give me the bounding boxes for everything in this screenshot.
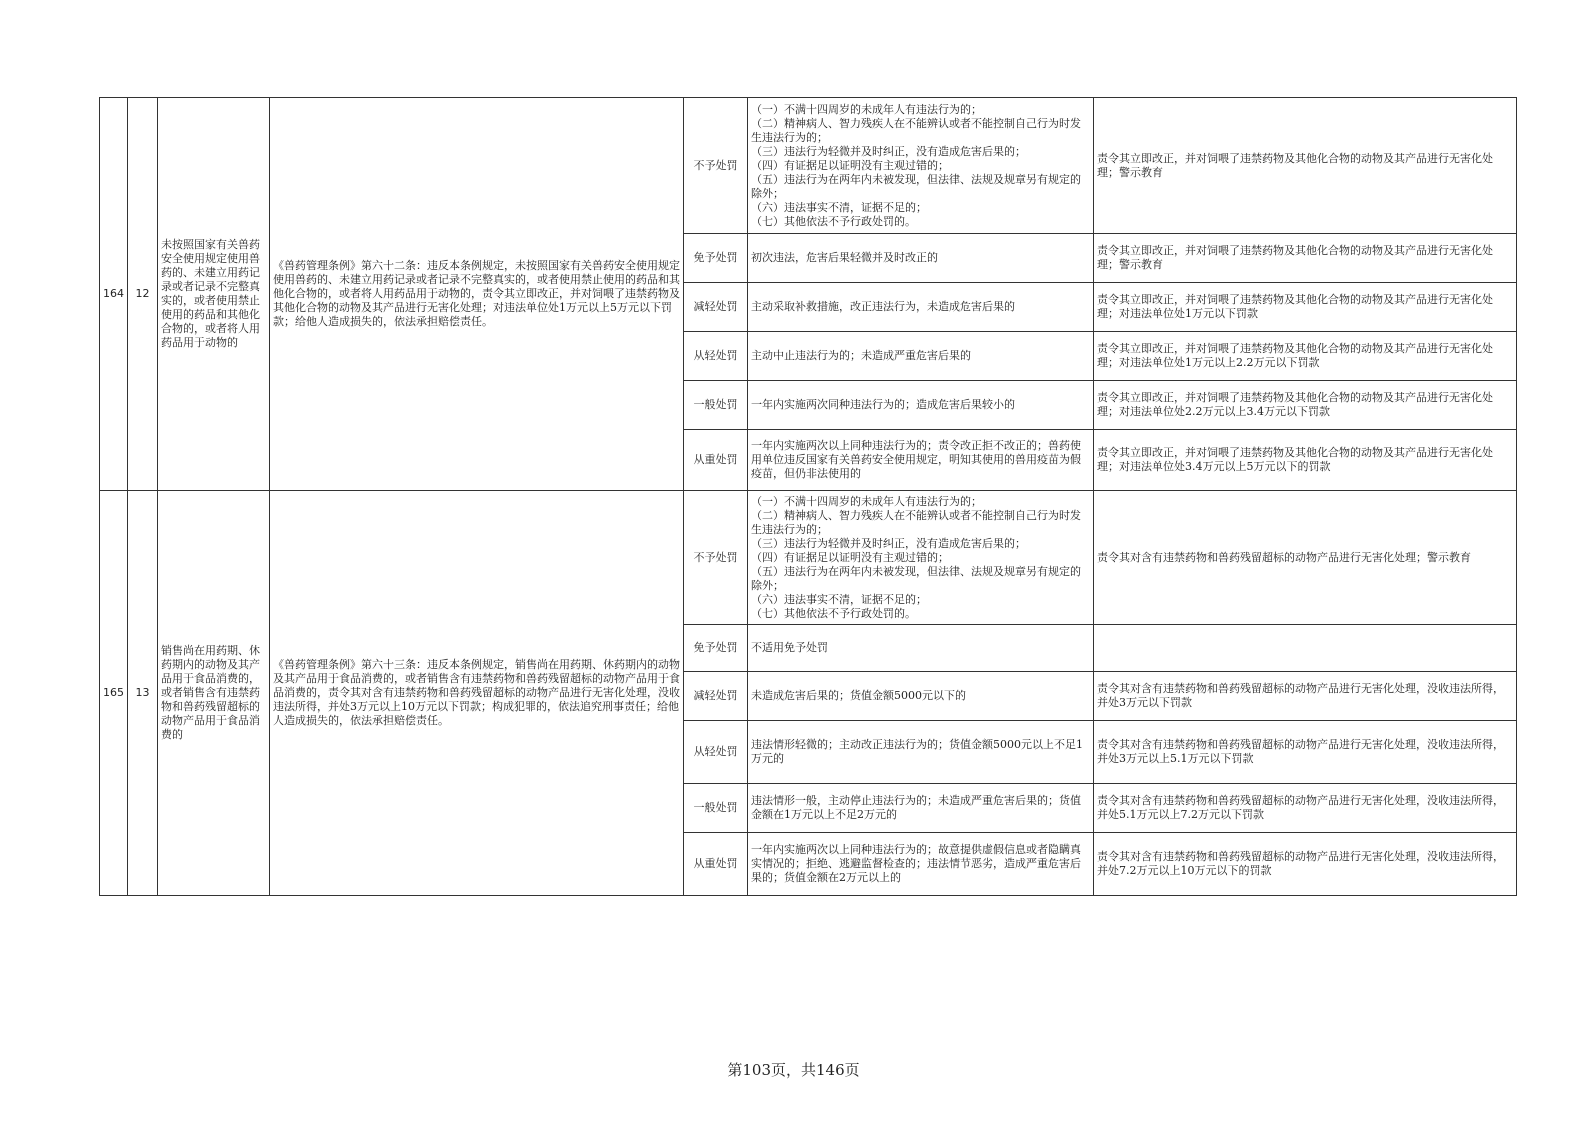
penalty-standard: 责令其立即改正，并对饲喂了违禁药物及其他化合物的动物及其产品进行无害化处理；对违法单位处1万元以上2.2万元以下罚款 bbox=[1094, 332, 1517, 381]
illegal-act: 未按照国家有关兽药安全使用规定使用兽药的、未建立用药记录或者记录不完整真实的，或者使用禁止使用的药品和其他化合物的，或者将人用药品用于动物的 bbox=[158, 98, 270, 491]
legal-basis: 《兽药管理条例》第六十二条：违反本条例规定，未按照国家有关兽药安全使用规定使用兽药的、未建立用药记录或者记录不完整真实的，或者使用禁止使用的药品和其他化合物的，或者将人用药品用于动物的，责令其立即改正，并对饲喂了违禁药物及其他化合物的动物及其产品进行无害化处理；对违法单位处1万元以上5万元以下罚款；给他人造成损失的，依法承担赔偿责任。 bbox=[270, 98, 684, 491]
condition-line: 一年内实施两次同种违法行为的；造成危害后果较小的 bbox=[751, 398, 1015, 411]
penalty-standard: 责令其立即改正，并对饲喂了违禁药物及其他化合物的动物及其产品进行无害化处理；警示教育 bbox=[1094, 234, 1517, 283]
penalty-type: 从轻处罚 bbox=[684, 721, 748, 784]
page-footer: 第103页，共146页 bbox=[727, 1061, 860, 1079]
condition-line: 一年内实施两次以上同种违法行为的；故意提供虚假信息或者隐瞒真实情况的；拒绝、逃避监督检查的；违法情节恶劣，造成严重危害后果的；货值金额在2万元以上的 bbox=[751, 843, 1081, 884]
penalty-condition bbox=[748, 381, 1094, 430]
penalty-standard bbox=[1094, 625, 1517, 672]
penalty-type: 从轻处罚 bbox=[684, 332, 748, 381]
penalty-condition bbox=[748, 430, 1094, 491]
penalty-condition bbox=[748, 283, 1094, 332]
penalty-type: 减轻处罚 bbox=[684, 283, 748, 332]
condition-line: （六）违法事实不清，证据不足的； bbox=[751, 200, 927, 214]
penalty-standard: 责令其立即改正，并对饲喂了违禁药物及其他化合物的动物及其产品进行无害化处理；警示教育 bbox=[1094, 98, 1517, 234]
penalty-standard: 责令其对含有违禁药物和兽药残留超标的动物产品进行无害化处理；警示教育 bbox=[1094, 491, 1517, 625]
penalty-condition bbox=[748, 833, 1094, 896]
condition-line: （三）违法行为轻微并及时纠正，没有造成危害后果的； bbox=[751, 536, 1026, 550]
penalty-condition bbox=[748, 625, 1094, 672]
condition-line: 主动中止违法行为的；未造成严重危害后果的 bbox=[751, 349, 971, 362]
penalty-type: 不予处罚 bbox=[684, 98, 748, 234]
condition-line: 违法情形一般，主动停止违法行为的；未造成严重危害后果的；货值金额在1万元以上不足2万元的 bbox=[751, 794, 1081, 821]
penalty-type: 从重处罚 bbox=[684, 833, 748, 896]
condition-line: 主动采取补救措施，改正违法行为，未造成危害后果的 bbox=[751, 300, 1015, 313]
condition-line: （二）精神病人、智力残疾人在不能辨认或者不能控制自己行为时发生违法行为的； bbox=[751, 116, 1081, 144]
illegal-act: 销售尚在用药期、休药期内的动物及其产品用于食品消费的，或者销售含有违禁药物和兽药残留超标的动物产品用于食品消费的 bbox=[158, 491, 270, 896]
condition-line: 违法情形轻微的；主动改正违法行为的；货值金额5000元以上不足1万元的 bbox=[751, 738, 1083, 765]
legal-basis: 《兽药管理条例》第六十三条：违反本条例规定，销售尚在用药期、休药期内的动物及其产品用于食品消费的，或者销售含有违禁药物和兽药残留超标的动物产品用于食品消费的，责令其对含有违禁药物和兽药残留超标的动物产品进行无害化处理，没收违法所得，并处3万元以上10万元以下罚款；构成犯罪的，依法追究刑事责任；给他人造成损失的，依法承担赔偿责任。 bbox=[270, 491, 684, 896]
row-index: 164 bbox=[100, 98, 128, 491]
condition-line: （五）违法行为在两年内未被发现，但法律、法规及规章另有规定的除外； bbox=[751, 564, 1081, 592]
penalty-condition bbox=[748, 672, 1094, 721]
penalty-condition bbox=[748, 721, 1094, 784]
penalty-condition bbox=[748, 784, 1094, 833]
penalty-type: 不予处罚 bbox=[684, 491, 748, 625]
penalty-standard: 责令其对含有违禁药物和兽药残留超标的动物产品进行无害化处理，没收违法所得，并处3万元以下罚款 bbox=[1094, 672, 1517, 721]
penalty-standard-table bbox=[99, 97, 1517, 896]
row-sub-index: 12 bbox=[128, 98, 158, 491]
penalty-type: 一般处罚 bbox=[684, 381, 748, 430]
condition-line: （七）其他依法不予行政处罚的。 bbox=[751, 214, 916, 228]
penalty-type: 减轻处罚 bbox=[684, 672, 748, 721]
penalty-condition bbox=[748, 491, 1094, 625]
penalty-standard: 责令其立即改正，并对饲喂了违禁药物及其他化合物的动物及其产品进行无害化处理；对违法单位处3.4万元以上5万元以下的罚款 bbox=[1094, 430, 1517, 491]
condition-line: （三）违法行为轻微并及时纠正，没有造成危害后果的； bbox=[751, 144, 1026, 158]
penalty-condition bbox=[748, 234, 1094, 283]
penalty-standard: 责令其对含有违禁药物和兽药残留超标的动物产品进行无害化处理，没收违法所得，并处3万元以上5.1万元以下罚款 bbox=[1094, 721, 1517, 784]
penalty-standard: 责令其对含有违禁药物和兽药残留超标的动物产品进行无害化处理，没收违法所得，并处5.1万元以上7.2万元以下罚款 bbox=[1094, 784, 1517, 833]
penalty-condition bbox=[748, 98, 1094, 234]
penalty-condition bbox=[748, 332, 1094, 381]
condition-line: （六）违法事实不清，证据不足的； bbox=[751, 592, 927, 606]
table-row bbox=[100, 491, 1517, 625]
penalty-standard: 责令其立即改正，并对饲喂了违禁药物及其他化合物的动物及其产品进行无害化处理；对违法单位处2.2万元以上3.4万元以下罚款 bbox=[1094, 381, 1517, 430]
condition-line: （四）有证据足以证明没有主观过错的； bbox=[751, 158, 949, 172]
condition-line: 不适用免予处罚 bbox=[751, 641, 828, 654]
penalty-type: 一般处罚 bbox=[684, 784, 748, 833]
condition-line: （一）不满十四周岁的未成年人有违法行为的； bbox=[751, 494, 982, 508]
condition-line: （七）其他依法不予行政处罚的。 bbox=[751, 606, 916, 620]
penalty-standard: 责令其对含有违禁药物和兽药残留超标的动物产品进行无害化处理，没收违法所得，并处7.2万元以上10万元以下的罚款 bbox=[1094, 833, 1517, 896]
condition-line: （四）有证据足以证明没有主观过错的； bbox=[751, 550, 949, 564]
row-index: 165 bbox=[100, 491, 128, 896]
condition-line: （二）精神病人、智力残疾人在不能辨认或者不能控制自己行为时发生违法行为的； bbox=[751, 508, 1081, 536]
penalty-type: 从重处罚 bbox=[684, 430, 748, 491]
condition-line: 一年内实施两次以上同种违法行为的；责令改正拒不改正的；兽药使用单位违反国家有关兽药安全使用规定，明知其使用的兽用疫苗为假疫苗，但仍非法使用的 bbox=[751, 439, 1081, 480]
condition-line: 未造成危害后果的；货值金额5000元以下的 bbox=[751, 689, 966, 702]
condition-line: （一）不满十四周岁的未成年人有违法行为的； bbox=[751, 102, 982, 116]
penalty-type: 免予处罚 bbox=[684, 625, 748, 672]
condition-line: （五）违法行为在两年内未被发现，但法律、法规及规章另有规定的除外； bbox=[751, 172, 1081, 200]
condition-line: 初次违法，危害后果轻微并及时改正的 bbox=[751, 251, 938, 264]
penalty-standard: 责令其立即改正，并对饲喂了违禁药物及其他化合物的动物及其产品进行无害化处理；对违法单位处1万元以下罚款 bbox=[1094, 283, 1517, 332]
table-row bbox=[100, 98, 1517, 234]
penalty-type: 免予处罚 bbox=[684, 234, 748, 283]
row-sub-index: 13 bbox=[128, 491, 158, 896]
